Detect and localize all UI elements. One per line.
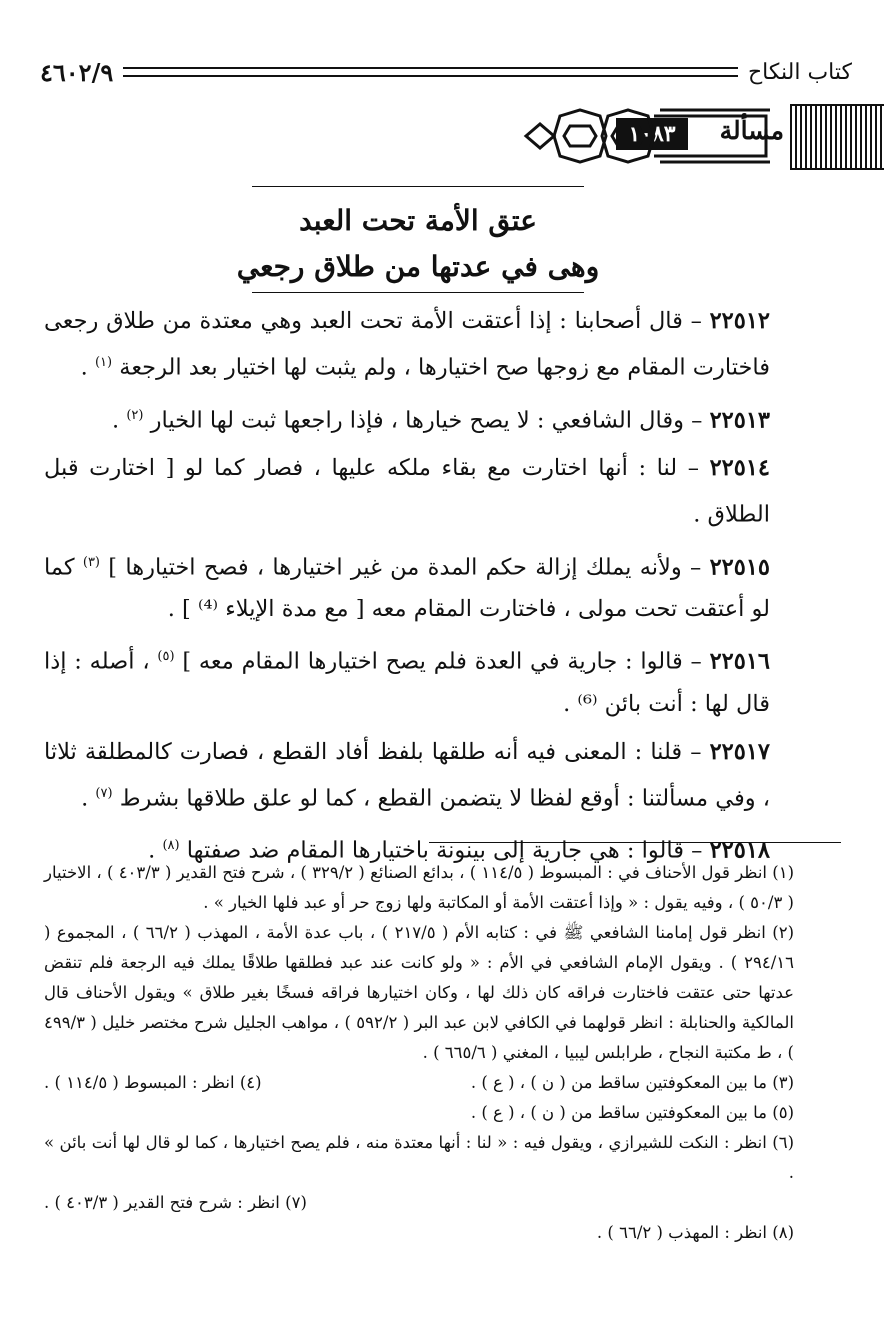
paragraph <box>44 395 770 442</box>
issue-title <box>200 198 636 290</box>
paragraph-text: – لنا : أنها اختارت مع بقاء ملكه عليها ، فصار كما لو [ اختارت قبل الطلاق . <box>44 455 770 528</box>
paragraph <box>44 636 770 725</box>
paragraph-text: – قالوا : جارية في العدة فلم يصح اختيارها المقام معه ] <box>182 648 710 675</box>
footnote: (١) انظر قول الأحناف في : المبسوط ( ١١٤/٥ ) ، بدائع الصنائع ( ٣٢٩/٢ ) ، شرح فتح القدير ( ٤٠٣/٣ ) ، الاختيار ( ٥٠/٣ ) ، وفيه يقول : « وإذا أعتقت الأمة أو المكاتبة ولها زوج حر أو عبد فلها الخيار » . <box>44 863 795 912</box>
paragraph-number: ٢٢٥١٥ <box>709 554 770 580</box>
footnote: (٢) انظر قول إمامنا الشافعي ﷺ في : كتابه الأم ( ٢١٧/٥ ) ، باب عدة الأمة ، المهذب ( ٦٦/٢ ) ، المجموع ( ٢٩٤/١٦ ) . ويقول الإمام الشافعي في الأم : « ولو كانت عند عبد فطلقها طلاقًا يملك فيه الرجعة فلم تنقض عدتها حتى عتقت فاختارت فراقه كان ذلك لها ، وكان اختيارها فراقه فسخًا بغير طلاق » ويقول الأحناف قال المالكية والحنابلة : انظر قولهما في الكافي لابن عبد البر ( ٥٩٢/٢ ) ، مواهب الجليل شرح مختصر خليل ( ٤٩٩/٣ ) ، ط مكتبة النجاح ، طرابلس ليبيا ، المغني ( ٦٦٥/٦ ) . <box>44 923 794 1062</box>
paragraph-number: ٢٢٥١٣ <box>709 407 770 433</box>
footnote-ref: (١) <box>94 355 113 370</box>
footnote: (٨) انظر : المهذب ( ٦٦/٢ ) . <box>596 1223 794 1242</box>
footnote: (٥) ما بين المعكوفتين ساقط من ( ن ) ، ( ع ) . <box>470 1103 794 1122</box>
paragraph-end: . <box>81 785 96 811</box>
title-line-2: وهى في عدتها من طلاق رجعي <box>236 250 600 283</box>
footnote-row <box>44 1068 794 1098</box>
footnote: (٦) انظر : النكت للشيرازي ، ويقول فيه : « لنا : أنها معتدة منه ، فلم يصح اختيارها ، كما لو قال لها أنت بائن » . <box>44 1133 794 1182</box>
title-line-1: عتق الأمة تحت العبد <box>299 204 537 237</box>
paragraph <box>44 300 770 389</box>
paragraph-end: . <box>148 837 163 864</box>
geometric-ornament-icon <box>520 106 772 166</box>
paragraph-end: كما لو أعتقت تحت مولى ، فاختارت المقام معه [ مع مدة الإيلاء ⁽⁴⁾ ] . <box>44 554 770 622</box>
masala-banner <box>520 104 884 166</box>
paragraph-text: – ولأنه يملك إزالة حكم المدة من غير اختيارها ، فصح اختيارها ] <box>108 554 710 580</box>
footnote-ref: (٨) <box>162 838 180 853</box>
footnote: (٧) انظر : شرح فتح القدير ( ٤٠٣/٣ ) . <box>44 1193 307 1212</box>
banner-hatch-ornament <box>790 104 884 170</box>
paragraph-end: . <box>112 407 127 433</box>
footnotes <box>44 858 794 1248</box>
paragraph-end: ، أصله : إذا قال لها : أنت بائن ⁽⁶⁾ . <box>44 648 770 717</box>
footnote-ref: (٥) <box>157 649 175 664</box>
header-rule <box>123 67 738 77</box>
paragraph-number: ٢٢٥١٤ <box>709 455 770 481</box>
footnote-separator <box>429 842 841 843</box>
paragraph <box>44 731 770 820</box>
footnote: (٤) انظر : المبسوط ( ١١٤/٥ ) . <box>44 1073 262 1092</box>
paragraph <box>44 447 770 536</box>
paragraph-number: ٢٢٥١٦ <box>709 648 771 675</box>
footnote-ref: (٢) <box>126 407 144 423</box>
title-top-rule <box>252 186 584 187</box>
footnote-ref: (٧) <box>95 785 113 801</box>
footnote-ref: (٣) <box>82 554 100 570</box>
running-header <box>40 52 852 92</box>
page-number: ٤٦٠٢/٩ <box>40 57 114 87</box>
paragraph-text: – قالوا : هي جارية إلى بينونة باختيارها المقام ضد صفتها <box>186 837 710 864</box>
body-text <box>44 300 770 878</box>
paragraph-number: ٢٢٥١٢ <box>709 308 770 334</box>
paragraph-number: ٢٢٥١٨ <box>709 837 770 864</box>
paragraph <box>44 542 770 631</box>
title-bottom-rule <box>252 292 584 293</box>
paragraph-number: ٢٢٥١٧ <box>709 738 770 765</box>
masala-label: مسألة <box>719 116 784 145</box>
paragraph-text: – قال أصحابنا : إذا أعتقت الأمة تحت العبد وهي معتدة من طلاق رجعى فاختارت المقام مع زوجها صح اختيارها ، ولم يثبت لها اختيار بعد الرجعة <box>44 308 770 381</box>
paragraph-text: – قلنا : المعنى فيه أنه طلقها بلفظ أفاد القطع ، فصارت كالمطلقة ثلاثا ، وفي مسألتنا : أوقع لفظا لا يتضمن القطع ، كما لو علق طلاقها بشرط <box>44 738 770 811</box>
masala-number: ١٠٨٣ <box>616 118 688 150</box>
paragraph-end: . <box>80 354 95 381</box>
footnote: (٣) ما بين المعكوفتين ساقط من ( ن ) ، ( ع ) . <box>470 1073 794 1092</box>
book-title: كتاب النكاح <box>747 59 852 85</box>
paragraph-text: – وقال الشافعي : لا يصح خيارها ، فإذا راجعها ثبت لها الخيار <box>150 407 710 433</box>
